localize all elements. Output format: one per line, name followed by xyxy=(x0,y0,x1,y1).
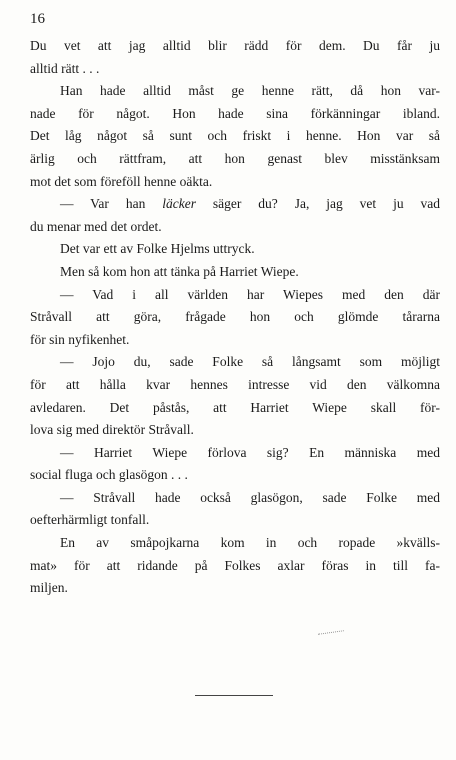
text-line: Men så kom hon att tänka på Harriet Wiepe. xyxy=(60,263,299,279)
text-line: alltid rätt . . . xyxy=(30,60,100,76)
text-line: mot det som föreföll henne oäkta. xyxy=(30,173,213,189)
text-line: miljen. xyxy=(30,580,68,596)
body-text xyxy=(30,35,440,600)
text-line: för att hålla kvar hennes intresse vid den välkomna xyxy=(30,376,440,392)
text-line: Det låg något så sunt och friskt i henne. Hon var så xyxy=(30,128,440,144)
text-line: Han hade alltid måst ge henne rätt, då hon var- xyxy=(60,83,440,99)
emphasized-word: läcker xyxy=(162,196,196,212)
text-line: — Jojo du, sade Folke så långsamt som möjligt xyxy=(60,354,440,370)
text-segment: — Var han xyxy=(60,196,163,212)
text-line: avledaren. Det påstås, att Harriet Wiepe skall för- xyxy=(30,399,440,415)
text-line: för sin nyfikenhet. xyxy=(30,331,130,347)
page-number: 16 xyxy=(30,11,45,27)
text-line xyxy=(30,193,440,216)
text-segment: säger du? Ja, jag vet ju vad xyxy=(195,196,440,212)
text-line: lova sig med direktör Stråvall. xyxy=(30,422,194,438)
print-speck xyxy=(318,630,344,635)
text-line: — Stråvall hade också glasögon, sade Folke med xyxy=(60,489,440,505)
text-line: En av småpojkarna kom in och ropade »kvälls- xyxy=(60,535,440,551)
text-line: social fluga och glasögon . . . xyxy=(30,467,188,483)
text-line: — Vad i all världen har Wiepes med den där xyxy=(60,286,440,302)
text-line: Stråvall att göra, frågade hon och glömde tårarna xyxy=(30,309,440,325)
text-line: ärlig och rättfram, att hon genast blev misstänksam xyxy=(30,150,440,166)
text-line: oefterhärmligt tonfall. xyxy=(30,512,150,528)
text-line: mat» för att ridande på Folkes axlar föras in till fa- xyxy=(30,557,440,573)
text-line: Du vet att jag alltid blir rädd för dem. Du får ju xyxy=(30,38,440,53)
section-rule xyxy=(195,695,273,696)
text-line: nade för något. Hon hade sina förkänningar ibland. xyxy=(30,105,440,121)
text-line: Det var ett av Folke Hjelms uttryck. xyxy=(60,241,255,257)
text-line: du menar med det ordet. xyxy=(30,218,162,234)
text-line: — Harriet Wiepe förlova sig? En människa med xyxy=(60,444,440,460)
